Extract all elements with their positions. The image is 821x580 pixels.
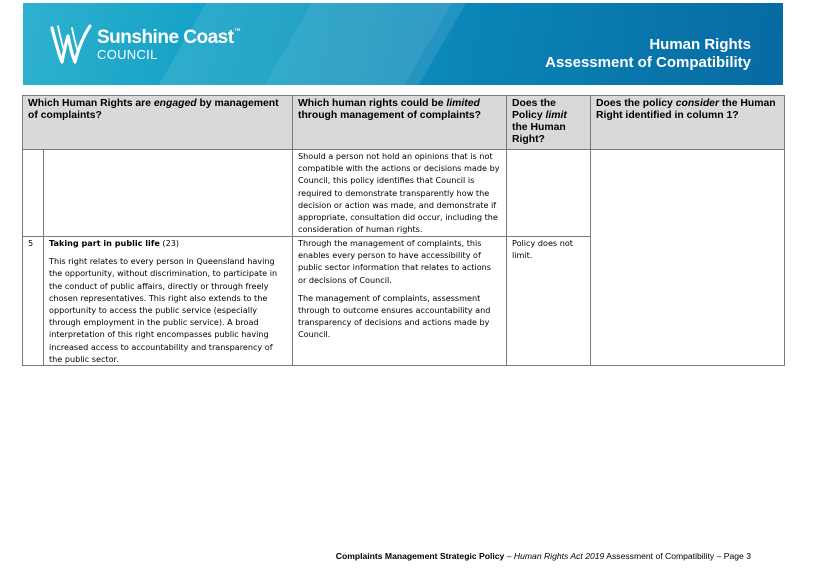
logo-sub-text: COUNCIL xyxy=(97,46,158,62)
table-header-row xyxy=(23,96,785,150)
limited-text: The management of complaints, assessment through to outcome ensures accountability and transparency of decisions and actions made by Council. xyxy=(298,292,491,340)
logo-main-text: Sunshine Coast xyxy=(97,26,234,48)
policy-limit-cell xyxy=(507,150,591,237)
document-title-line1: Human Rights xyxy=(649,36,751,53)
table-row xyxy=(23,150,785,237)
limited-cell xyxy=(293,150,507,237)
limited-text: Should a person not hold an opinions that is not compatible with the actions or decisions made by Council, this policy identifies that Council is required to demonstrate transparently how the decision or action was made, and demonstrate if appropriate, consultation did occur, including the consideration of human rights. xyxy=(298,151,500,235)
limited-cell xyxy=(293,237,507,366)
engaged-right-cell xyxy=(44,237,293,366)
right-section-ref: (23) xyxy=(159,238,180,248)
limited-text: Through the management of complaints, this enables every person to have accessibility of public sector information that relates to actions or decisions of Council. xyxy=(298,238,492,285)
council-logo xyxy=(49,18,240,70)
footer-dash: – xyxy=(504,551,514,561)
footer-page-info: Assessment of Compatibility – Page 3 xyxy=(604,551,751,561)
council-logo-icon xyxy=(49,22,93,66)
header-engaged-rights: Which Human Rights are engaged by management of complaints? xyxy=(23,96,293,150)
footer-act-name: Human Rights Act 2019 xyxy=(513,551,605,561)
footer-policy-name: Complaints Management Strategic Policy xyxy=(335,551,505,561)
page-footer xyxy=(336,551,751,561)
header-limited-rights: Which human rights could be limited through management of complaints? xyxy=(293,96,507,150)
logo-text xyxy=(97,28,240,61)
logo-trademark: ™ xyxy=(233,27,241,35)
policy-limit-cell: Policy does not limit. xyxy=(507,237,591,366)
row-number-cell: 5 xyxy=(23,237,44,366)
document-title xyxy=(545,36,751,72)
document-title-line2: Assessment of Compatibility xyxy=(545,54,751,71)
right-title xyxy=(49,237,287,249)
engaged-right-cell xyxy=(44,150,293,237)
policy-consider-cell xyxy=(591,150,785,366)
assessment-table xyxy=(22,95,785,366)
header-policy-limit: Does the Policy limit the Human Right? xyxy=(507,96,591,150)
header-banner xyxy=(23,3,783,85)
right-title-text: Taking part in public life xyxy=(49,238,160,248)
row-number-cell xyxy=(23,150,44,237)
right-description: This right relates to every person in Queensland having the opportunity, without discrimination, to participate in the conduct of public affairs, directly or through freely chosen representatives. This right also extends to the opportunity to access the public service (especially through employment in the public service). A broad interpretation of this right encompasses public having increased access to accountability and transparency of the public sector. xyxy=(49,256,278,364)
header-policy-consider: Does the policy consider the Human Right identified in column 1? xyxy=(591,96,785,150)
